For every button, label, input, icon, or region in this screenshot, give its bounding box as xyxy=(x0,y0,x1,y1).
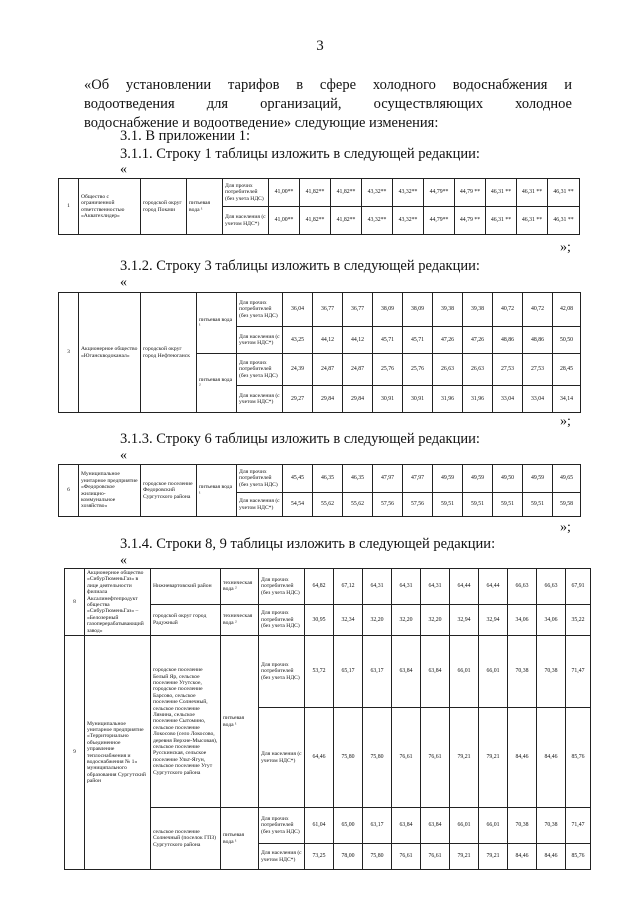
tariff-value: 48,86 xyxy=(493,327,523,354)
tariff-value: 44,79 ** xyxy=(455,179,486,207)
tariff-value: 61,04 xyxy=(305,808,334,844)
tariff-value: 30,91 xyxy=(403,386,433,413)
tariff-value: 79,21 xyxy=(479,844,508,870)
tariff-value: 85,76 xyxy=(566,708,591,808)
tariff-value: 42,08 xyxy=(553,293,581,327)
open-quote-1: « xyxy=(120,162,127,177)
tariff-value: 64,46 xyxy=(305,708,334,808)
tariff-value: 67,12 xyxy=(334,569,363,605)
row-number: 8 xyxy=(65,569,85,636)
consumer-type: Для прочих потребителей (без учета НДС) xyxy=(259,569,305,605)
item-3-1: 3.1. В приложении 1: xyxy=(120,128,251,144)
tariff-value: 33,04 xyxy=(493,386,523,413)
tariff-value: 70,38 xyxy=(508,636,537,708)
territory: сельское поселение Солнечный (поселок ГПЗ) Сургутского района xyxy=(151,808,221,870)
tariff-value: 41,82** xyxy=(300,179,331,207)
tariff-value: 70,38 xyxy=(537,636,566,708)
tariff-value: 63,84 xyxy=(392,808,421,844)
tariff-value: 49,59 xyxy=(523,465,553,493)
tariff-value: 45,71 xyxy=(403,327,433,354)
tariff-value: 27,53 xyxy=(523,354,553,386)
tariff-value: 29,27 xyxy=(283,386,313,413)
consumer-type: Для прочих потребителей (без учета НДС) xyxy=(259,636,305,708)
tariff-value: 39,38 xyxy=(433,293,463,327)
open-quote-4: « xyxy=(120,553,127,568)
tariff-value: 79,21 xyxy=(479,708,508,808)
tariff-value: 46,31 ** xyxy=(517,179,548,207)
tariff-value: 41,00** xyxy=(269,179,300,207)
water-type: питьевая вода ¹ xyxy=(221,808,259,870)
tariff-value: 57,56 xyxy=(403,493,433,517)
tariff-value: 53,72 xyxy=(305,636,334,708)
tariff-value: 64,31 xyxy=(392,569,421,605)
tariff-value: 76,61 xyxy=(392,844,421,870)
tariff-value: 75,80 xyxy=(363,708,392,808)
tariff-value: 46,31 ** xyxy=(548,179,580,207)
tariff-value: 36,77 xyxy=(313,293,343,327)
tariff-value: 64,82 xyxy=(305,569,334,605)
tariff-value: 40,72 xyxy=(493,293,523,327)
close-quote-2: »; xyxy=(560,414,571,429)
table-row-6 xyxy=(58,464,581,517)
tariff-value: 64,44 xyxy=(450,569,479,605)
tariff-value: 73,25 xyxy=(305,844,334,870)
tariff-value: 46,31 ** xyxy=(486,179,517,207)
tariff-value: 47,97 xyxy=(403,465,433,493)
organization-name: Муниципальное унитарное предприятие «Территориально объединенное управление теплоснабжения и водоснабжения № 1» муниципального образования Сургутский район xyxy=(85,636,151,870)
territory: городской округ город Радужный xyxy=(151,604,221,635)
tariff-value: 75,80 xyxy=(334,708,363,808)
consumer-type: Для населения (с учетом НДС*) xyxy=(259,708,305,808)
tariff-value: 29,84 xyxy=(313,386,343,413)
tariff-value: 47,26 xyxy=(433,327,463,354)
tariff-value: 49,59 xyxy=(433,465,463,493)
consumer-type: Для прочих потребителей (без учета НДС) xyxy=(237,465,283,493)
tariff-value: 32,94 xyxy=(479,604,508,635)
tariff-value: 54,54 xyxy=(283,493,313,517)
tariff-value: 41,00** xyxy=(269,207,300,235)
tariff-value: 46,31 ** xyxy=(548,207,580,235)
territory: городское поселение Белый Яр, сельское поселение Угутское, городское поселение Барсово, сельское поселение Солнечный, сельское поселение Лямина, сельское поселение Сытомино, сельское поселение Локосово (село Локосово, деревня Верхне-Мысовая), сельское поселение Русскинская, сельское поселение Ульт-Ягун, сельское поселение Угут Сургутского района xyxy=(151,636,221,808)
tariff-value: 64,44 xyxy=(479,569,508,605)
tariff-value: 66,63 xyxy=(537,569,566,605)
organization-name: Акционерное общество «Юганскводоканал» xyxy=(79,293,141,413)
consumer-type: Для прочих потребителей (без учета НДС) xyxy=(237,354,283,386)
tariff-value: 46,31 ** xyxy=(486,207,517,235)
tariff-value: 84,46 xyxy=(508,708,537,808)
table-rows-8-9 xyxy=(64,568,591,870)
page-number: 3 xyxy=(316,38,324,54)
tariff-value: 85,76 xyxy=(566,844,591,870)
tariff-value: 44,12 xyxy=(343,327,373,354)
territory: городской округ город Нефтеюганск xyxy=(141,293,197,413)
tariff-value: 44,79** xyxy=(424,207,455,235)
tariff-value: 30,91 xyxy=(373,386,403,413)
intro-line-3: водоснабжение и водоотведение» следующие изменения: xyxy=(84,115,439,131)
item-3-1-3: 3.1.3. Строку 6 таблицы изложить в следующей редакции: xyxy=(120,431,480,447)
tariff-value: 38,09 xyxy=(373,293,403,327)
consumer-type: Для населения (с учетом НДС*) xyxy=(223,207,269,235)
consumer-type: Для прочих потребителей (без учета НДС) xyxy=(259,604,305,635)
tariff-value: 40,72 xyxy=(523,293,553,327)
tariff-value: 55,62 xyxy=(343,493,373,517)
tariff-value: 32,20 xyxy=(363,604,392,635)
intro-paragraph xyxy=(84,76,572,133)
tariff-value: 41,82** xyxy=(331,207,362,235)
tariff-value: 63,84 xyxy=(421,636,450,708)
tariff-value: 59,58 xyxy=(553,493,581,517)
tariff-value: 59,51 xyxy=(493,493,523,517)
tariff-value: 70,38 xyxy=(508,808,537,844)
tariff-value: 78,00 xyxy=(334,844,363,870)
tariff-value: 64,31 xyxy=(363,569,392,605)
row-number: 6 xyxy=(59,465,79,517)
tariff-value: 32,34 xyxy=(334,604,363,635)
tariff-value: 84,46 xyxy=(537,708,566,808)
tariff-value: 25,76 xyxy=(373,354,403,386)
intro-line-1: «Об установлении тарифов в сфере холодного водоснабжения и xyxy=(84,77,572,93)
row-number: 1 xyxy=(59,179,79,235)
tariff-value: 36,04 xyxy=(283,293,313,327)
tariff-value: 34,06 xyxy=(537,604,566,635)
water-type: питьевая вода ¹ xyxy=(187,179,223,235)
tariff-value: 26,63 xyxy=(463,354,493,386)
tariff-value: 34,14 xyxy=(553,386,581,413)
close-quote-1: »; xyxy=(560,240,571,255)
consumer-type: Для населения (с учетом НДС*) xyxy=(237,327,283,354)
tariff-value: 24,87 xyxy=(343,354,373,386)
close-quote-3: »; xyxy=(560,520,571,535)
consumer-type: Для прочих потребителей (без учета НДС) xyxy=(237,293,283,327)
consumer-type: Для прочих потребителей (без учета НДС) xyxy=(223,179,269,207)
tariff-value: 75,80 xyxy=(363,844,392,870)
water-type: питьевая вода ² xyxy=(197,354,237,413)
tariff-value: 49,50 xyxy=(493,465,523,493)
open-quote-2: « xyxy=(120,275,127,290)
tariff-value: 59,51 xyxy=(523,493,553,517)
tariff-value: 66,63 xyxy=(508,569,537,605)
tariff-value: 41,82** xyxy=(300,207,331,235)
tariff-value: 59,51 xyxy=(463,493,493,517)
tariff-value: 32,94 xyxy=(450,604,479,635)
tariff-value: 43,32** xyxy=(362,207,393,235)
tariff-value: 28,45 xyxy=(553,354,581,386)
tariff-value: 76,61 xyxy=(392,708,421,808)
tariff-value: 24,87 xyxy=(313,354,343,386)
tariff-value: 57,56 xyxy=(373,493,403,517)
tariff-value: 44,79 ** xyxy=(455,207,486,235)
tariff-value: 32,20 xyxy=(421,604,450,635)
tariff-value: 24,39 xyxy=(283,354,313,386)
tariff-value: 84,46 xyxy=(508,844,537,870)
water-type: техническая вода ² xyxy=(221,569,259,605)
consumer-type: Для населения (с учетом НДС*) xyxy=(259,844,305,870)
tariff-value: 55,62 xyxy=(313,493,343,517)
organization-name: Муниципальное унитарное предприятие «Федоровское жилищно-коммунальное хозяйство» xyxy=(79,465,141,517)
tariff-value: 66,01 xyxy=(479,636,508,708)
tariff-value: 50,50 xyxy=(553,327,581,354)
tariff-value: 32,20 xyxy=(392,604,421,635)
tariff-value: 71,47 xyxy=(566,808,591,844)
tariff-value: 46,35 xyxy=(343,465,373,493)
tariff-value: 43,32** xyxy=(393,207,424,235)
tariff-value: 39,38 xyxy=(463,293,493,327)
tariff-value: 67,91 xyxy=(566,569,591,605)
tariff-value: 65,17 xyxy=(334,636,363,708)
water-type: техническая вода ² xyxy=(221,604,259,635)
item-3-1-1: 3.1.1. Строку 1 таблицы изложить в следующей редакции: xyxy=(120,146,480,162)
tariff-value: 76,61 xyxy=(421,844,450,870)
row-number: 3 xyxy=(59,293,79,413)
tariff-value: 79,21 xyxy=(450,844,479,870)
tariff-value: 65,00 xyxy=(334,808,363,844)
tariff-value: 47,26 xyxy=(463,327,493,354)
consumer-type: Для населения (с учетом НДС*) xyxy=(237,493,283,517)
tariff-value: 63,84 xyxy=(392,636,421,708)
tariff-value: 41,82** xyxy=(331,179,362,207)
item-3-1-4: 3.1.4. Строки 8, 9 таблицы изложить в следующей редакции: xyxy=(120,536,496,552)
tariff-value: 25,76 xyxy=(403,354,433,386)
tariff-value: 66,01 xyxy=(450,808,479,844)
water-type: питьевая вода ¹ xyxy=(221,636,259,808)
tariff-value: 34,06 xyxy=(508,604,537,635)
tariff-value: 36,77 xyxy=(343,293,373,327)
tariff-value: 45,45 xyxy=(283,465,313,493)
water-type: питьевая вода ¹ xyxy=(197,465,237,517)
tariff-value: 38,09 xyxy=(403,293,433,327)
tariff-value: 84,46 xyxy=(537,844,566,870)
table-row-3 xyxy=(58,292,581,413)
organization-name: Общество с ограниченной ответственностью «Акватехлидер» xyxy=(79,179,141,235)
tariff-value: 35,22 xyxy=(566,604,591,635)
tariff-value: 43,25 xyxy=(283,327,313,354)
tariff-value: 43,32** xyxy=(393,179,424,207)
tariff-value: 26,63 xyxy=(433,354,463,386)
tariff-value: 46,35 xyxy=(313,465,343,493)
table-row-1 xyxy=(58,178,580,235)
tariff-value: 46,31 ** xyxy=(517,207,548,235)
tariff-value: 44,79** xyxy=(424,179,455,207)
row-number: 9 xyxy=(65,636,85,870)
tariff-value: 43,32** xyxy=(362,179,393,207)
item-3-1-2: 3.1.2. Строку 3 таблицы изложить в следующей редакции: xyxy=(120,258,480,274)
tariff-value: 29,84 xyxy=(343,386,373,413)
tariff-value: 33,04 xyxy=(523,386,553,413)
tariff-value: 63,84 xyxy=(421,808,450,844)
tariff-value: 31,96 xyxy=(463,386,493,413)
tariff-value: 64,31 xyxy=(421,569,450,605)
tariff-value: 44,12 xyxy=(313,327,343,354)
tariff-value: 48,86 xyxy=(523,327,553,354)
tariff-value: 71,47 xyxy=(566,636,591,708)
tariff-value: 66,01 xyxy=(479,808,508,844)
territory: городской округ город Покачи xyxy=(141,179,187,235)
consumer-type: Для прочих потребителей (без учета НДС) xyxy=(259,808,305,844)
tariff-value: 63,17 xyxy=(363,808,392,844)
intro-line-2: водоотведения для организаций, осуществляющих холодное xyxy=(84,96,572,112)
tariff-value: 45,71 xyxy=(373,327,403,354)
tariff-value: 79,21 xyxy=(450,708,479,808)
tariff-value: 66,01 xyxy=(450,636,479,708)
tariff-value: 63,17 xyxy=(363,636,392,708)
tariff-value: 59,51 xyxy=(433,493,463,517)
organization-name: Акционерное общество «СибурТюменьГаз» в лице деятельности филиала Аксалинефтепродукт общества «СибурТюменьГаз» – «Белозерный газоперерабатывающий завод» xyxy=(85,569,151,636)
tariff-value: 70,38 xyxy=(537,808,566,844)
territory: Нижневартовский район xyxy=(151,569,221,605)
tariff-value: 47,97 xyxy=(373,465,403,493)
open-quote-3: « xyxy=(120,448,127,463)
tariff-value: 31,96 xyxy=(433,386,463,413)
consumer-type: Для населения (с учетом НДС*) xyxy=(237,386,283,413)
tariff-value: 49,65 xyxy=(553,465,581,493)
tariff-value: 76,61 xyxy=(421,708,450,808)
water-type: питьевая вода ¹ xyxy=(197,293,237,354)
tariff-value: 49,59 xyxy=(463,465,493,493)
tariff-value: 30,95 xyxy=(305,604,334,635)
tariff-value: 27,53 xyxy=(493,354,523,386)
territory: городское поселение Федоровский Сургутского района xyxy=(141,465,197,517)
